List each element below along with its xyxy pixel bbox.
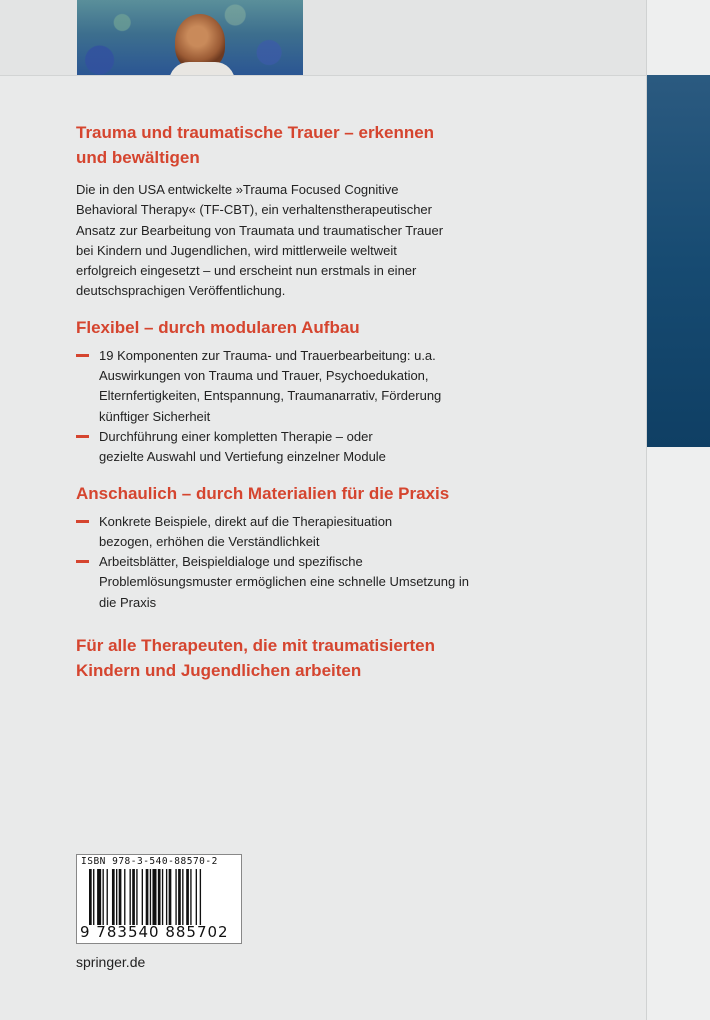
barcode-bar [93,869,94,925]
blue-accent-bar [647,75,710,447]
barcode-bar [158,869,161,925]
list-item: Durchführung einer kompletten Therapie – oder gezielte Auswahl und Vertiefung einzelner Module [76,427,419,468]
barcode-bar [152,869,156,925]
barcode-bar [178,869,181,925]
section3-heading: Anschaulich – durch Materialien für die Praxis [76,483,450,503]
section1-heading: Trauma und traumatische Trauer – erkennen und bewältigen [76,123,435,167]
list-item: 19 Komponenten zur Trauma- und Trauerbearbeitung: u.a. Auswirkungen von Trauma und Trauer, Psychoedukation, Elternfertigkeiten, Entspannung, Traumanarrativ, Förderung künftiger Sicherheit [76,346,459,427]
right-panel [646,0,710,1020]
barcode-bar [146,869,149,925]
section2-list [76,346,456,468]
barcode-bar [200,869,201,925]
barcode-bar [132,869,135,925]
red-dash-icon [76,354,89,357]
barcode-bar [182,869,183,925]
list-item: Konkrete Beispiele, direkt auf die Therapiesituation bezogen, erhöhen die Verständlichkeit [76,512,449,553]
barcode-bar [103,869,104,925]
barcode-bar [116,869,117,925]
barcode-bar [136,869,137,925]
barcode-bar [89,869,92,925]
isbn-digits: 9 783540 885702 [80,923,229,941]
barcode-bar [169,869,172,925]
section1-paragraph: Die in den USA entwickelte »Trauma Focused Cognitive Behavioral Therapy« (TF-CBT), ein verhaltenstherapeutischer Ansatz zur Bearbeitung von Traumata und traumatischer Trauer bei Kindern und Jugendlichen, wird mittlerweile weltweit erfolgreich eingesetzt – und erscheint nun erstmals in einer deutschsprachigen Veröffentlichung. [76,182,444,299]
section2-heading: Flexibel – durch modularen Aufbau [76,317,360,337]
section3-list [76,512,469,613]
list-item: Arbeitsblätter, Beispieldialoge und spezifische Problemlösungsmuster ermöglichen eine schnelle Umsetzung in die Praxis [76,552,474,613]
barcode-bar [107,869,108,925]
isbn-barcode [76,854,242,944]
barcode-bar [130,869,131,925]
barcode-bar [97,869,101,925]
red-dash-icon [76,435,89,438]
publisher-website: springer.de [76,954,146,970]
closing-heading: Für alle Therapeuten, die mit traumatisierten Kindern und Jugendlichen arbeiten [76,636,435,681]
barcode-bar [190,869,191,925]
barcode-bar [142,869,143,925]
red-dash-icon [76,560,89,563]
back-cover-text [76,120,469,683]
barcode-bar [150,869,151,925]
barcode-bar [196,869,197,925]
barcode-bars [89,869,239,925]
barcode-bar [175,869,176,925]
barcode-bar [186,869,189,925]
barcode-bar [119,869,122,925]
barcode-bar [124,869,125,925]
isbn-label: ISBN 978-3-540-88570-2 [81,856,218,867]
barcode-bar [162,869,163,925]
red-dash-icon [76,520,89,523]
barcode-bar [166,869,167,925]
barcode-bar [112,869,115,925]
girl-shoulders [169,62,235,75]
girl-in-field-photo [77,0,303,75]
